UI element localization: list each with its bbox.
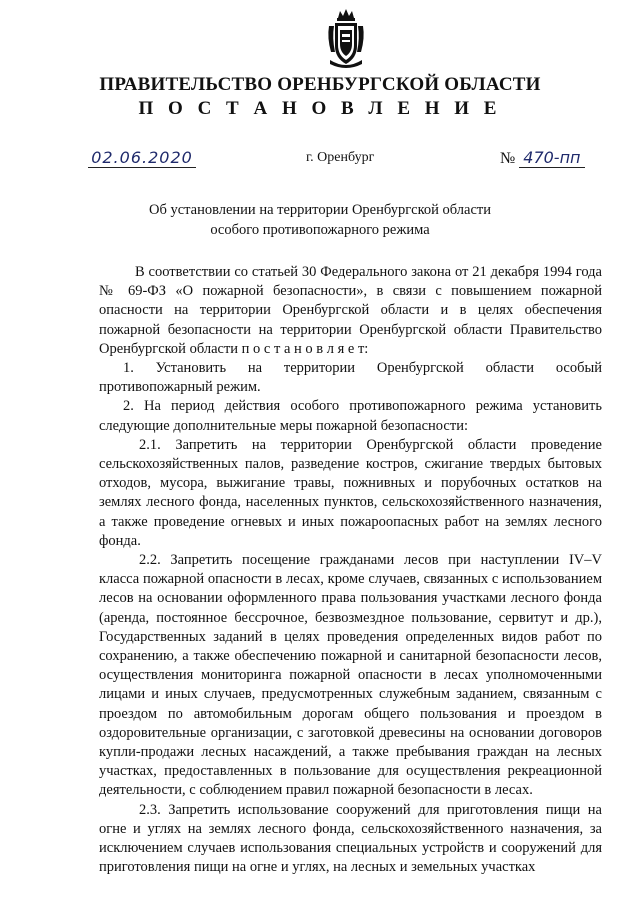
number-value: 470-пп (519, 148, 584, 168)
subject-line-2: особого противопожарного режима (210, 222, 430, 238)
document-type-heading: П О С Т А Н О В Л Е Н И Е (138, 98, 502, 119)
subject-line-1: Об установлении на территории Оренбургской области (148, 202, 492, 218)
number-sign: № (500, 150, 516, 167)
document-city: г. Оренбург (306, 150, 375, 165)
document-number (500, 148, 585, 168)
paragraph-2-2: 2.2. Запретить посещение гражданами лесов при наступлении IV–V класса пожарной опасности в лесах, кроме случаев, связанных с использованием лесов на основании оформленного права пользования участками лесного фонда (аренда, постоянное бессрочное, безвозмездное пользование, сервитут и др.), Государственных заданий в целях проведения определенных видов работ по сохранению, а также обеспечению пожарной и санитарной безопасности лесов, осуществления мониторинга пожарной опасности в лесах уполномоченными лицами и иных случаев, предусмотренных служебным заданием, связанным с проездом по автомобильным дорогам общего пользования и проездом в оздоровительные организации, с заготовкой древесины на основании договоров купли-продажи лесных насаждений, а также пребывания граждан на лесных участках, предоставленных в пользование для осуществления рекреационной деятельности, с соблюдением правил пожарной безопасности в лесах. (99, 552, 602, 799)
document-subject (60, 200, 580, 240)
paragraph-2-1: 2.1. Запретить на территории Оренбургской области проведение сельскохозяйственных палов, разведение костров, сжигание твердых бытовых отходов, мусора, выжигание травы, пожнивных и порубочных остатков на землях лесного фонда, населенных пунктов, сельскохозяйственного назначения, а также проведение огневых и иных пожароопасных работ на землях лесного фонда. (99, 436, 602, 549)
paragraph-2-3: 2.3. Запретить использование сооружений для приготовления пищи на огне и углях на землях лесного фонда, сельскохозяйственного назначения, за исключением случаев использования специальных устройств и сооружений для приготовления пищи на огне и углях, на лесных и земельных участках (99, 801, 602, 876)
paragraph-2: 2. На период действия особого противопожарного режима установить следующие дополнительные меры пожарной безопасности: (99, 398, 602, 434)
document-body (99, 263, 602, 878)
government-title: ПРАВИТЕЛЬСТВО ОРЕНБУРГСКОЙ ОБЛАСТИ (99, 74, 541, 95)
paragraph-1: 1. Установить на территории Оренбургской области особый противопожарный режим. (99, 360, 602, 396)
coat-of-arms-emblem (326, 8, 366, 70)
document-date: 02.06.2020 (88, 148, 196, 168)
preamble-paragraph: В соответствии со статьей 30 Федерального закона от 21 декабря 1994 года № 69-ФЗ «О пожарной безопасности», в связи с повышением пожарной опасности на территории Оренбургской области и в целях обеспечения пожарной безопасности на территории Оренбургской области Правительство Оренбургской области п о с т а н о в л я е т: (99, 264, 602, 357)
